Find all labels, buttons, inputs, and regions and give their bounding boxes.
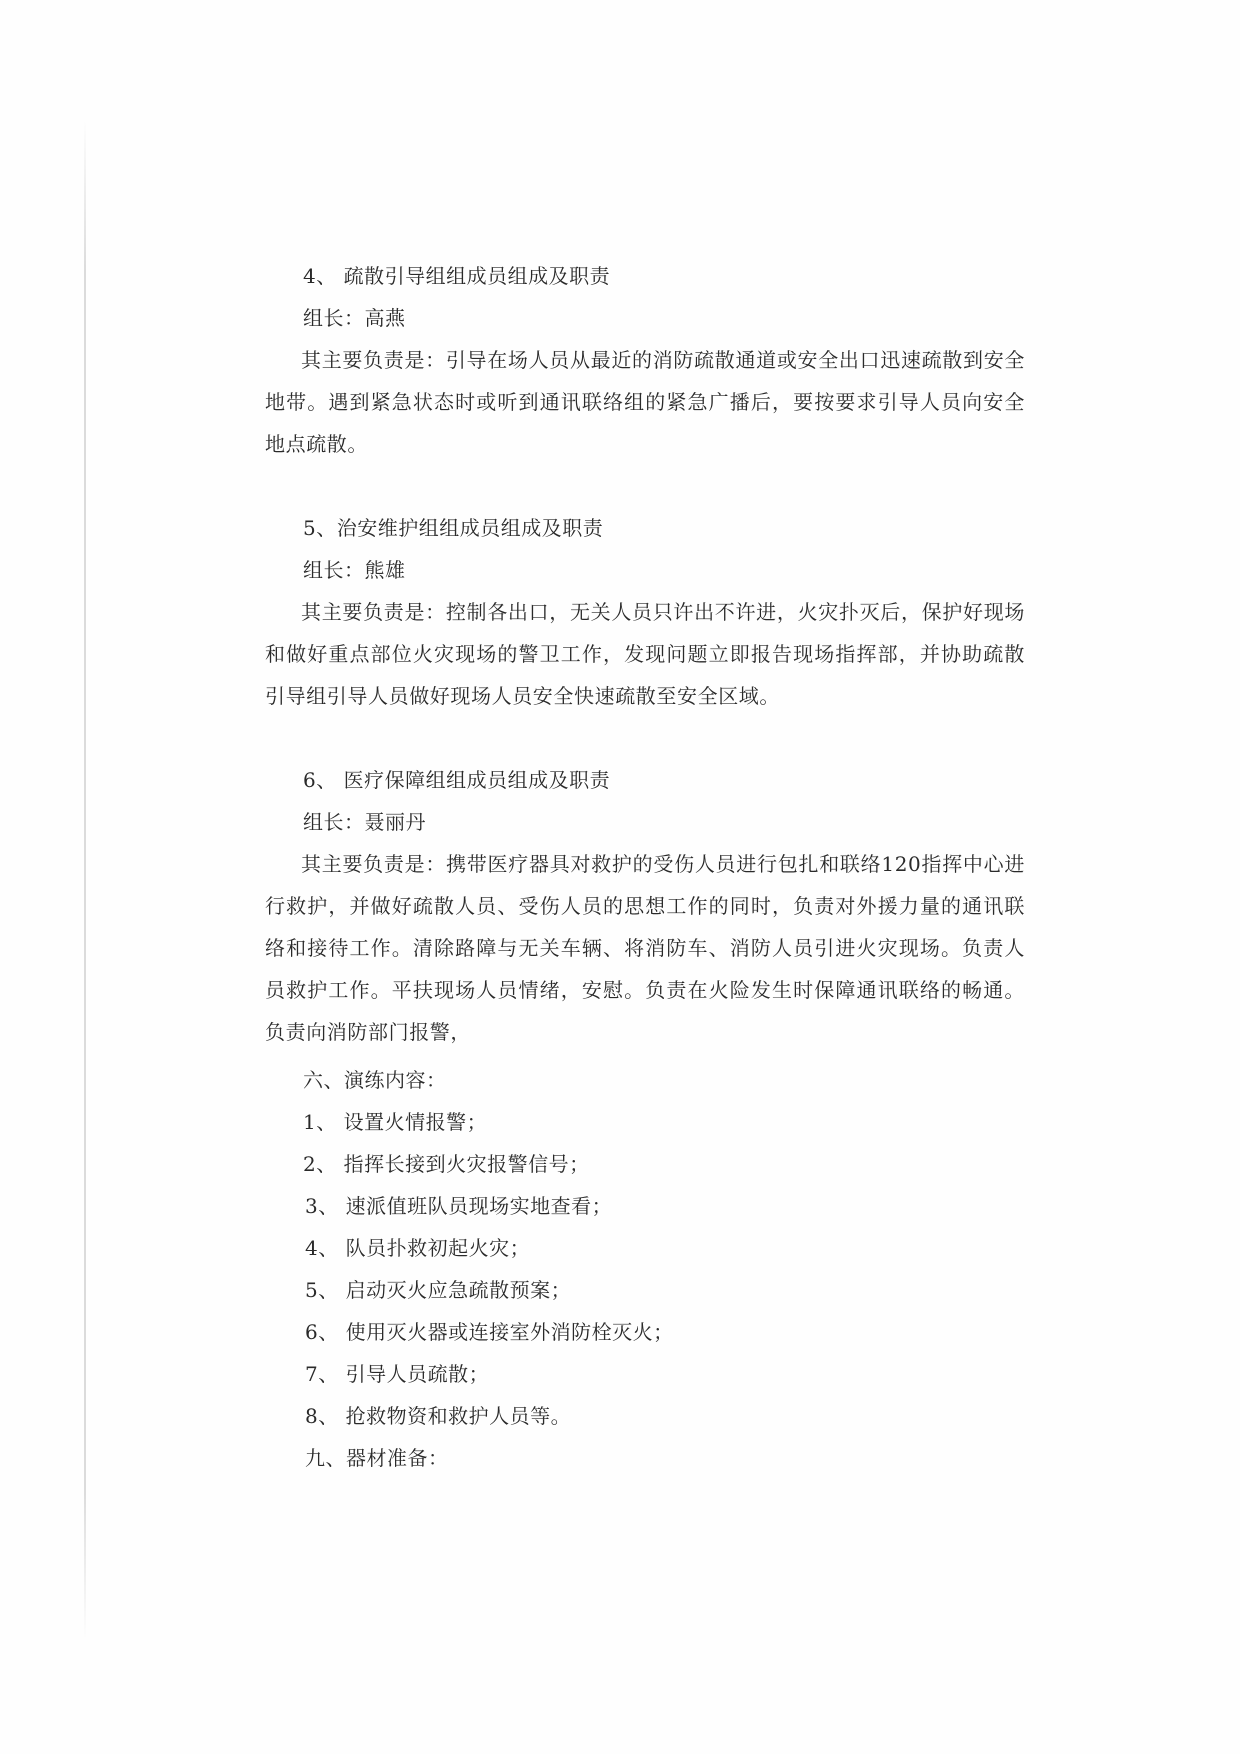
- section4-leader: 组长：高燕: [303, 306, 406, 330]
- drill-item: 1、 设置火情报警；: [303, 1110, 488, 1134]
- scan-edge-line: [84, 120, 86, 1640]
- drill-item: 8、 抢救物资和救护人员等。: [305, 1404, 572, 1428]
- drill-item: 3、 速派值班队员现场实地查看；: [305, 1194, 613, 1218]
- section6-duty: 其主要负责是：携带医疗器具对救护的受伤人员进行包扎和联络120指挥中心进行救护，并做好疏散人员、受伤人员的思想工作的同时，负责对外援力量的通讯联络和接待工作。清除路障与无关车辆、将消防车、消防人员引进火灾现场。负责人员救护工作。平扶现场人员情绪，安慰。负责在火险发生时保障通讯联络的畅通。负责向消防部门报警，: [265, 852, 1025, 1044]
- section4-heading: 4、 疏散引导组组成员组成及职责: [303, 264, 611, 288]
- section4-duty: 其主要负责是：引导在场人员从最近的消防疏散通道或安全出口迅速疏散到安全地带。遇到紧急状态时或听到通讯联络组的紧急广播后，要按要求引导人员向安全地点疏散。: [265, 348, 1025, 456]
- equipment-heading: 九、器材准备：: [305, 1446, 449, 1470]
- drill-item: 4、 队员扑救初起火灾；: [305, 1236, 531, 1260]
- drill-item: 6、 使用灭火器或连接室外消防栓灭火；: [305, 1320, 674, 1344]
- section5-leader: 组长：熊雄: [303, 558, 406, 582]
- drill-heading: 六、演练内容：: [303, 1068, 447, 1092]
- section5-duty: 其主要负责是：控制各出口，无关人员只许出不许进，火灾扑灭后，保护好现场和做好重点部位火灾现场的警卫工作，发现问题立即报告现场指挥部，并协助疏散引导组引导人员做好现场人员安全快速疏散至安全区域。: [265, 600, 1025, 708]
- section6-leader: 组长：聂丽丹: [303, 810, 426, 834]
- drill-item: 2、 指挥长接到火灾报警信号；: [303, 1152, 590, 1176]
- drill-item: 7、 引导人员疏散；: [305, 1362, 490, 1386]
- drill-item: 5、 启动灭火应急疏散预案；: [305, 1278, 572, 1302]
- section6-heading: 6、 医疗保障组组成员组成及职责: [303, 768, 611, 792]
- section5-heading: 5、治安维护组组成员组成及职责: [303, 516, 604, 540]
